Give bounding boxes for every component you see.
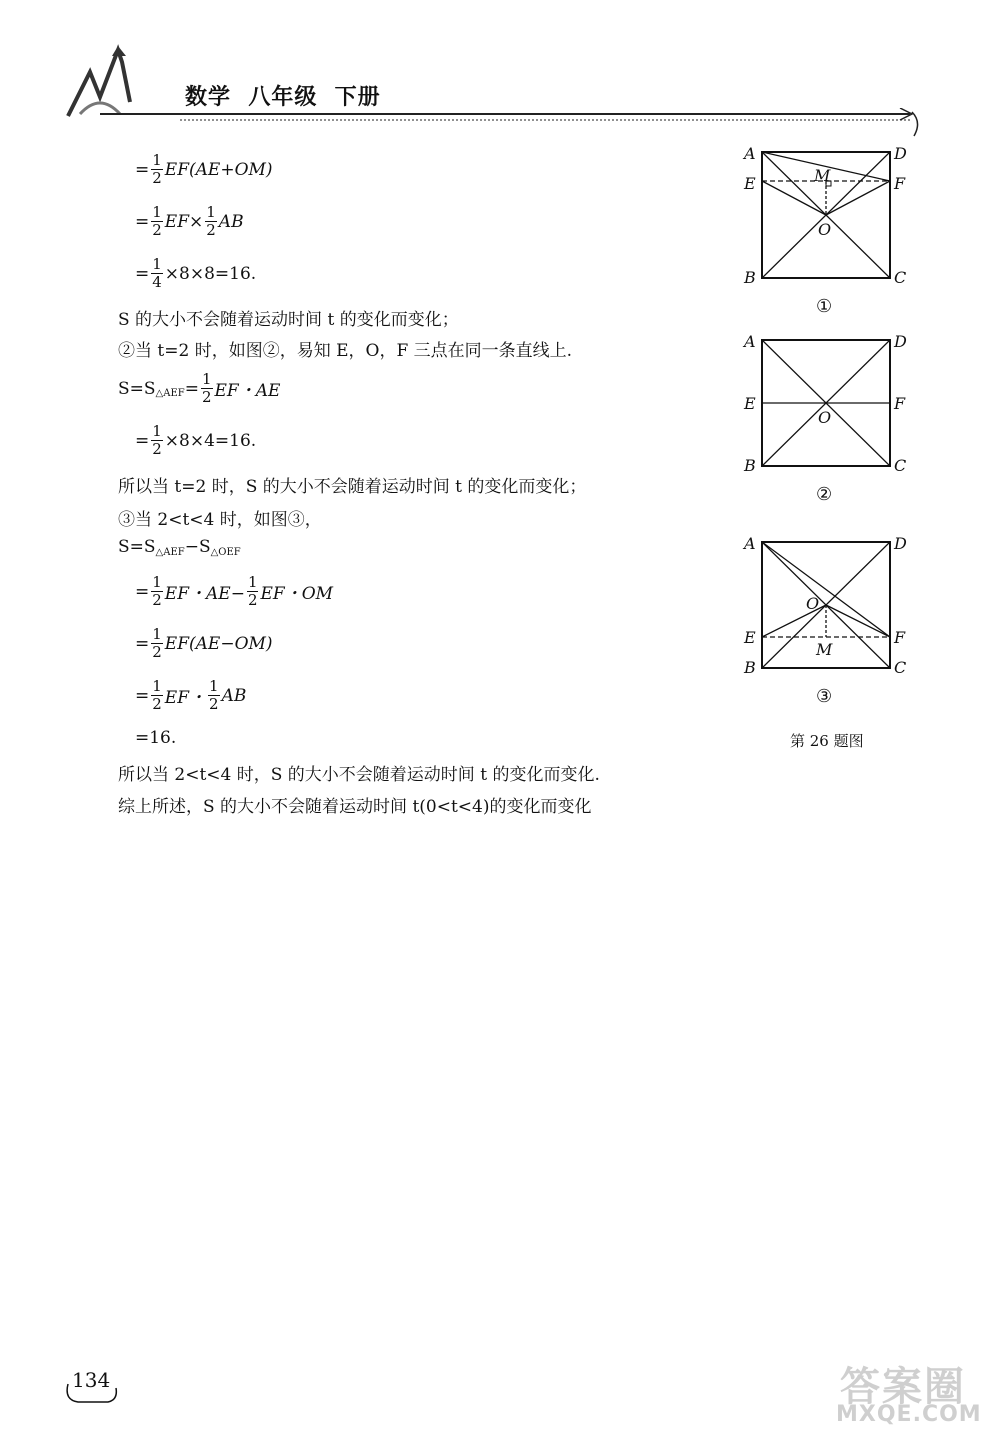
l7-frac-den: 2	[152, 440, 162, 458]
l2-frac1-den: 2	[152, 221, 162, 239]
l6-frac-num: 1	[201, 370, 212, 388]
line-9	[118, 505, 322, 530]
l13-fraction-1	[151, 679, 163, 712]
f2-label-c: C	[894, 456, 907, 475]
l13-frac1-den: 2	[152, 695, 162, 713]
l2-p1: =	[135, 211, 150, 232]
l6-frac-den: 2	[201, 388, 212, 406]
l13-p2: EF・	[164, 688, 207, 708]
l10-p1: S=S	[118, 537, 156, 557]
l12-p1: =	[135, 633, 150, 654]
f2-label-o: O	[818, 408, 832, 427]
f2-label-e: E	[744, 394, 756, 413]
f1-label-f: F	[894, 174, 906, 193]
watermark-url: MXQE.COM	[836, 1402, 982, 1427]
l2-frac1-num: 1	[152, 203, 162, 221]
page-number: 134	[72, 1368, 111, 1392]
l14-text: =16.	[135, 728, 177, 748]
l11-p3: EF・OM	[260, 584, 334, 604]
header-title: 数学 八年级 下册	[185, 85, 381, 110]
line-15	[118, 760, 600, 785]
l13-frac1-num: 1	[152, 677, 162, 695]
f1-label-a: A	[744, 144, 756, 163]
line-2	[135, 205, 244, 238]
line-13	[135, 679, 246, 712]
line-12	[135, 627, 273, 660]
l3-p1: =	[135, 263, 150, 284]
f3-label-c: C	[894, 658, 907, 677]
l6-p2: =	[184, 378, 199, 399]
f2-label-b: B	[744, 456, 756, 475]
f1-label-b: B	[744, 268, 756, 287]
l11-fraction-1	[151, 575, 163, 608]
l10-sub1: △AEF	[155, 546, 185, 558]
line-10	[118, 537, 241, 557]
l2-frac2-den: 2	[206, 221, 216, 239]
l2-frac2-num: 1	[206, 203, 216, 221]
l13-p1: =	[135, 685, 150, 706]
f1-label-e: E	[744, 174, 756, 193]
l2-fraction-2	[205, 205, 217, 238]
l12-fraction	[151, 627, 163, 660]
f2-label-d: D	[894, 332, 907, 351]
l6-p3: EF・AE	[214, 381, 281, 401]
l3-frac-den: 4	[152, 273, 162, 291]
l1-p2: EF(AE+OM)	[164, 159, 273, 180]
figure-2	[740, 328, 920, 508]
f3-label-d: D	[894, 534, 907, 553]
l6-p1: S=S	[118, 378, 156, 399]
l1-fraction	[151, 153, 163, 186]
l2-fraction-1	[151, 205, 163, 238]
figure-1	[740, 140, 920, 320]
l11-frac2-num: 1	[247, 573, 258, 591]
line-14	[135, 728, 176, 748]
l13-fraction-2	[208, 679, 220, 712]
l8-text: 所以当 t=2 时，S 的大小不会随着运动时间 t 的变化而变化；	[118, 477, 587, 497]
l2-p3: AB	[218, 211, 244, 232]
page-number-ornament	[64, 1380, 120, 1406]
l6-fraction	[201, 372, 213, 405]
line-11	[135, 575, 333, 608]
l7-frac-num: 1	[152, 422, 162, 440]
l3-p2: ×8×8=16.	[164, 263, 257, 284]
l10-sub2: △OEF	[210, 546, 241, 558]
f3-label-e: E	[744, 628, 756, 647]
line-16	[118, 792, 592, 817]
line-3	[135, 257, 256, 290]
l13-frac2-den: 2	[209, 695, 219, 713]
f1-label-m: M	[814, 166, 831, 185]
figure-2-diagram	[740, 328, 920, 478]
l1-frac-den: 2	[152, 169, 162, 187]
l11-frac1-num: 1	[152, 573, 162, 591]
watermark-text: 答案圈	[840, 1364, 966, 1410]
l12-frac-num: 1	[152, 625, 162, 643]
l15-text: 所以当 2<t<4 时，S 的大小不会随着运动时间 t 的变化而变化.	[118, 765, 600, 785]
l1-frac-num: 1	[152, 151, 162, 169]
l13-p3: AB	[221, 685, 247, 706]
line-6	[118, 372, 280, 405]
l3-fraction	[151, 257, 163, 290]
f2-label-f: F	[894, 394, 906, 413]
f3-number: ③	[816, 686, 833, 707]
l7-p2: ×8×4=16.	[164, 430, 257, 451]
f3-label-a: A	[744, 534, 756, 553]
f2-number: ②	[816, 484, 833, 505]
l7-p1: =	[135, 430, 150, 451]
l5-text: ②当 t=2 时，如图②，易知 E，O，F 三点在同一条直线上.	[118, 341, 573, 361]
figure-3	[740, 530, 920, 710]
l6-sub1: △AEF	[155, 388, 185, 399]
l13-frac2-num: 1	[209, 677, 219, 695]
f3-label-f: F	[894, 628, 906, 647]
l2-p2: EF×	[164, 211, 204, 232]
l3-frac-num: 1	[152, 255, 162, 273]
l11-p1: =	[135, 581, 150, 602]
l1-p1: =	[135, 159, 150, 180]
l11-fraction-2	[247, 575, 259, 608]
figure-caption: 第 26 题图	[790, 732, 864, 750]
l11-frac1-den: 2	[152, 591, 162, 609]
line-1	[135, 153, 273, 186]
f3-label-o: O	[806, 594, 820, 613]
line-5	[118, 336, 572, 361]
l11-frac2-den: 2	[247, 591, 258, 609]
l11-p2: EF・AE−	[164, 584, 245, 604]
l9-text: ③当 2<t<4 时，如图③，	[118, 510, 322, 530]
line-7	[135, 424, 256, 457]
l12-frac-den: 2	[152, 643, 162, 661]
l7-fraction	[151, 424, 163, 457]
line-8	[118, 472, 586, 497]
figure-1-diagram	[740, 140, 920, 290]
line-4	[118, 305, 459, 330]
header-rule	[100, 108, 930, 138]
l16-text: 综上所述，S 的大小不会随着运动时间 t(0<t<4)的变化而变化	[118, 797, 592, 817]
f1-number: ①	[816, 296, 833, 317]
f1-label-c: C	[894, 268, 907, 287]
f1-label-d: D	[894, 144, 907, 163]
l12-p2: EF(AE−OM)	[164, 633, 273, 654]
f3-label-m: M	[816, 640, 833, 659]
f3-label-b: B	[744, 658, 756, 677]
l10-p2: −S	[184, 537, 211, 557]
f2-label-a: A	[744, 332, 756, 351]
f1-label-o: O	[818, 220, 832, 239]
l4-text: S 的大小不会随着运动时间 t 的变化而变化；	[118, 310, 459, 330]
